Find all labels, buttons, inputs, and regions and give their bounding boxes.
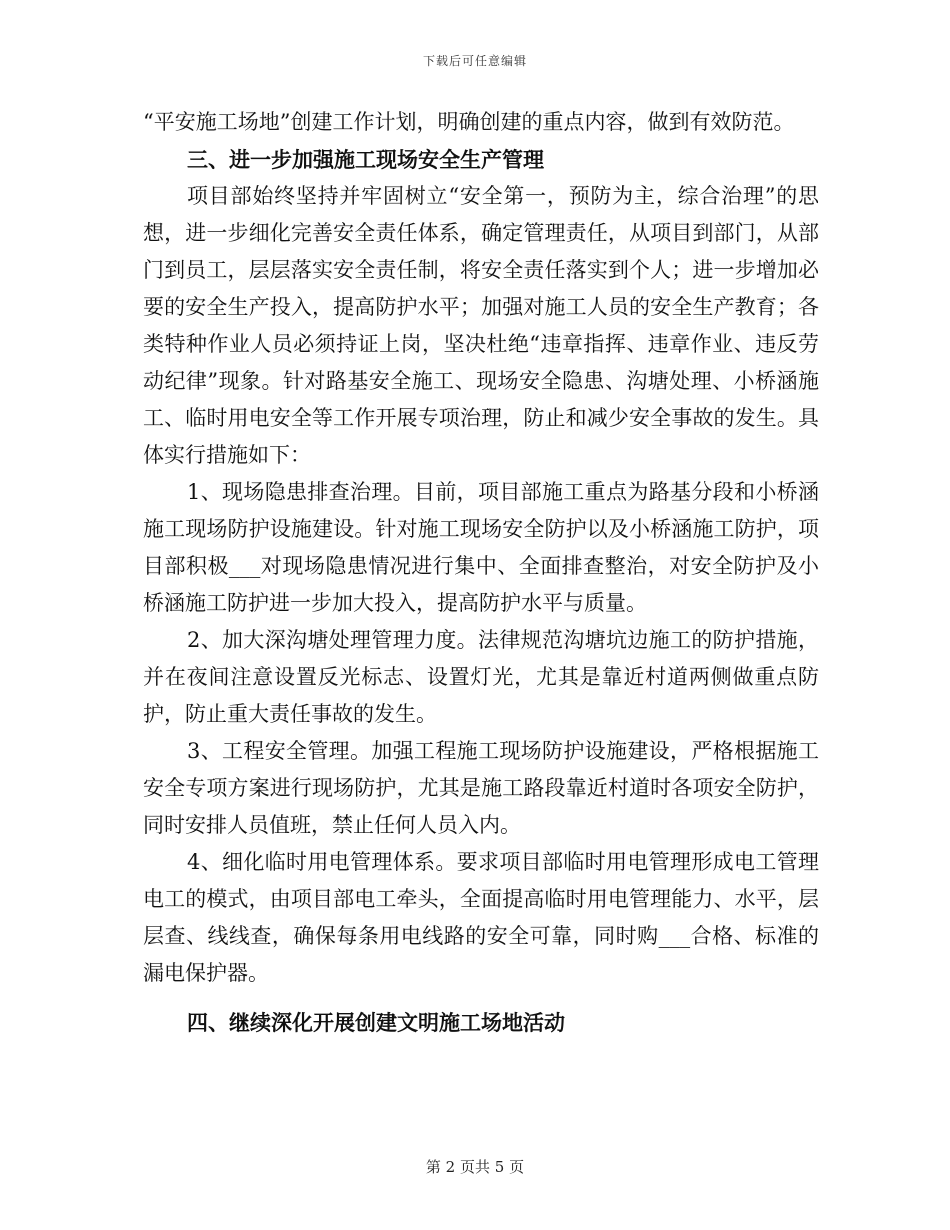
list-item-temporary-power: 4、细化临时用电管理体系。要求项目部临时用电管理形成电工管理电工的模式，由项目部电工牵头，全面提高临时用电管理能力、水平，层层查、线线查，确保每条用电线路的安全可靠，同时购___合格、标准的漏电保护器。 (143, 850, 819, 985)
section-heading-3: 三、进一步加强施工现场安全生产管理 (187, 147, 544, 172)
document-body (143, 104, 819, 1041)
list-item-pond-management: 2、加大深沟塘处理管理力度。法律规范沟塘坑边施工的防护措施，并在夜间注意设置反光标志、设置灯光，尤其是靠近村道两侧做重点防护，防止重大责任事故的发生。 (143, 628, 819, 726)
page-header-note: 下载后可任意编辑 (422, 54, 527, 68)
list-item-engineering-safety: 3、工程安全管理。加强工程施工现场防护设施建设，严格根据施工安全专项方案进行现场防护，尤其是施工路段靠近村道时各项安全防护，同时安排人员值班，禁止任何人员入内。 (143, 739, 819, 837)
paragraph-safety-management: 项目部始终坚持并牢固树立“安全第一，预防为主，综合治理”的思想，进一步细化完善安全责任体系，确定管理责任，从项目到部门，从部门到员工，层层落实安全责任制，将安全责任落实到个人；进一步增加必要的安全生产投入，提高防护水平；加强对施工人员的安全生产教育；各类特种作业人员必须持证上岗，坚决杜绝“违章指挥、违章作业、违反劳动纪律”现象。针对路基安全施工、现场安全隐患、沟塘处理、小桥涵施工、临时用电安全等工作开展专项治理，防止和减少安全事故的发生。具体实行措施如下： (143, 184, 819, 467)
page-number: 第 2 页共 5 页 (425, 1158, 525, 1176)
list-item-hazard-inspection: 1、现场隐患排查治理。目前，项目部施工重点为路基分段和小桥涵施工现场防护设施建设。针对施工现场安全防护以及小桥涵施工防护，项目部积极___对现场隐患情况进行集中、全面排查整治，对安全防护及小桥涵施工防护进一步加大投入，提高防护水平与质量。 (143, 480, 819, 615)
section-heading-4: 四、继续深化开展创建文明施工场地活动 (187, 1010, 565, 1035)
paragraph-continuation: “平安施工场地”创建工作计划，明确创建的重点内容，做到有效防范。 (143, 110, 795, 134)
